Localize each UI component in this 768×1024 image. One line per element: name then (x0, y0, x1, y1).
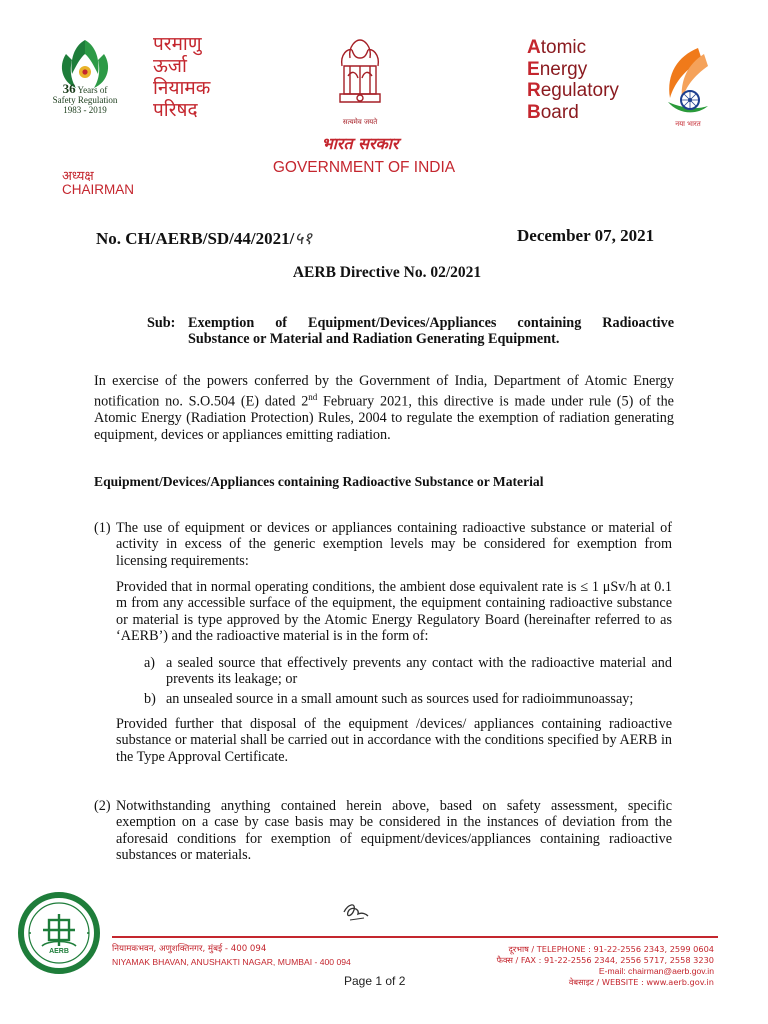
sub-item-a-text: a sealed source that effectively prevents any contact with the radioactive material and prevents its leakage; or (166, 655, 672, 688)
footer-website[interactable]: वेबसाइट / WEBSITE : www.aerb.gov.in (568, 977, 714, 987)
subject-line-2: Substance or Material and Radiation Generating Equipment. (188, 331, 560, 348)
footer-telephone: दूरभाष / TELEPHONE : 91-22-2556 2343, 2599 0604 (508, 944, 714, 954)
intro-paragraph: In exercise of the powers conferred by the Government of India, Department of Atomic Energy notification no. S.O.504 (E) dated 2nd February 2021, this directive is made under rule (5) of the Atomic Energy (Radiation Protection) Rules, 2004 to regulate the exemption of radiation generating equipment, devices or appliances emitting radiation. (94, 373, 674, 443)
hindi-line-1: परमाणु (153, 33, 202, 55)
hindi-line-2: ऊर्जा (153, 55, 187, 77)
logo-years-label: Years of (77, 85, 108, 95)
letter-date: December 07, 2021 (517, 226, 655, 245)
signature-mark (338, 898, 372, 929)
emblem-motto: सत्यमेव जयते (342, 118, 378, 126)
hindi-line-3: नियामक (153, 77, 211, 99)
aerb-36-years-logo (44, 36, 126, 122)
handwritten-number: ५१ (294, 229, 313, 249)
logo-years-number: 36 (62, 81, 76, 96)
sub-item-a-label: a) (144, 655, 156, 671)
footer-fax: फैक्स / FAX : 91-22-2556 2344, 2556 5717, 2558 3230 (496, 955, 714, 965)
chairman-hindi: अध्यक्ष (62, 169, 94, 184)
item-1-text: The use of equipment or devices or appliances containing radioactive substance or material of activity in excess of the generic exemption levels may be considered for exemption from licensing requirements: (116, 520, 672, 569)
government-of-india: GOVERNMENT OF INDIA (272, 159, 456, 176)
item-2-number: (2) (94, 798, 111, 814)
new-india-tricolor-logo (652, 44, 716, 134)
board-line-board: Board (527, 101, 579, 123)
reference-number: No. CH/AERB/SD/44/2021/५१ (96, 229, 313, 249)
item-2-text: Notwithstanding anything contained herein above, based on safety assessment, specific exemption on a case by case basis may be considered in the instances of deviation from the aforesaid conditions for exemption of equipment/devices/appliances containing radioactive substances or materials. (116, 798, 672, 863)
footer-email[interactable]: E-mail: chairman@aerb.gov.in (598, 966, 714, 976)
logo-safety-text: Safety Regulation (52, 95, 118, 105)
ashoka-emblem-icon (330, 36, 390, 132)
address-english: NIYAMAK BHAVAN, ANUSHAKTI NAGAR, MUMBAI - 400 094 (112, 957, 351, 967)
aerb-seal-icon (18, 892, 100, 974)
hindi-name-block (153, 33, 210, 121)
board-line-atomic: Atomic (527, 37, 587, 58)
subject-text (188, 315, 674, 348)
chairman-label: CHAIRMAN (62, 182, 135, 197)
page-number: Page 1 of 2 (344, 974, 406, 988)
sub-item-b-label: b) (144, 691, 156, 707)
logo-period-text: 1983 - 2019 (63, 105, 107, 115)
subject-label: Sub: (147, 315, 176, 331)
item-1-number: (1) (94, 520, 111, 536)
sub-item-b-text: an unsealed source in a small amount such as sources used for radioimmunoassay; (166, 691, 634, 707)
proviso-1: Provided that in normal operating conditions, the ambient dose equivalent rate is ≤ 1 μSv/h at 0.1 m from any accessible surface of the equipment, the equipment containing radioactive substance or material is type approved by the Atomic Energy Regulatory Board (hereinafter referred to as ‘AERB’) and the radioactive material is in the form of: (116, 579, 672, 644)
proviso-2: Provided further that disposal of the equipment /devices/ appliances containing radioactive substance or material shall be carried out in accordance with the conditions specified by AERB in the Type Approval Certificate. (116, 716, 672, 765)
board-name-block (527, 37, 619, 123)
subject-line-1: Exemption of Equipment/Devices/Appliances containing Radioactive (188, 315, 674, 331)
board-line-energy: Energy (527, 58, 588, 80)
board-line-regulatory: Regulatory (527, 80, 619, 101)
footer-contact (430, 944, 714, 988)
bharat-sarkar: भारत सरकार (321, 134, 399, 153)
address-hindi: नियामकभवन, अणुशक्तिनगर, मुंबई - 400 094 (112, 944, 267, 954)
footer-divider (112, 936, 718, 938)
hindi-line-4: परिषद (153, 99, 198, 121)
directive-title: AERB Directive No. 02/2021 (292, 264, 482, 281)
seal-text: AERB (49, 948, 69, 955)
naya-bharat-text: नया भारत (675, 120, 701, 128)
footer-address (112, 943, 351, 969)
section-heading: Equipment/Devices/Appliances containing Radioactive Substance or Material (94, 474, 544, 489)
